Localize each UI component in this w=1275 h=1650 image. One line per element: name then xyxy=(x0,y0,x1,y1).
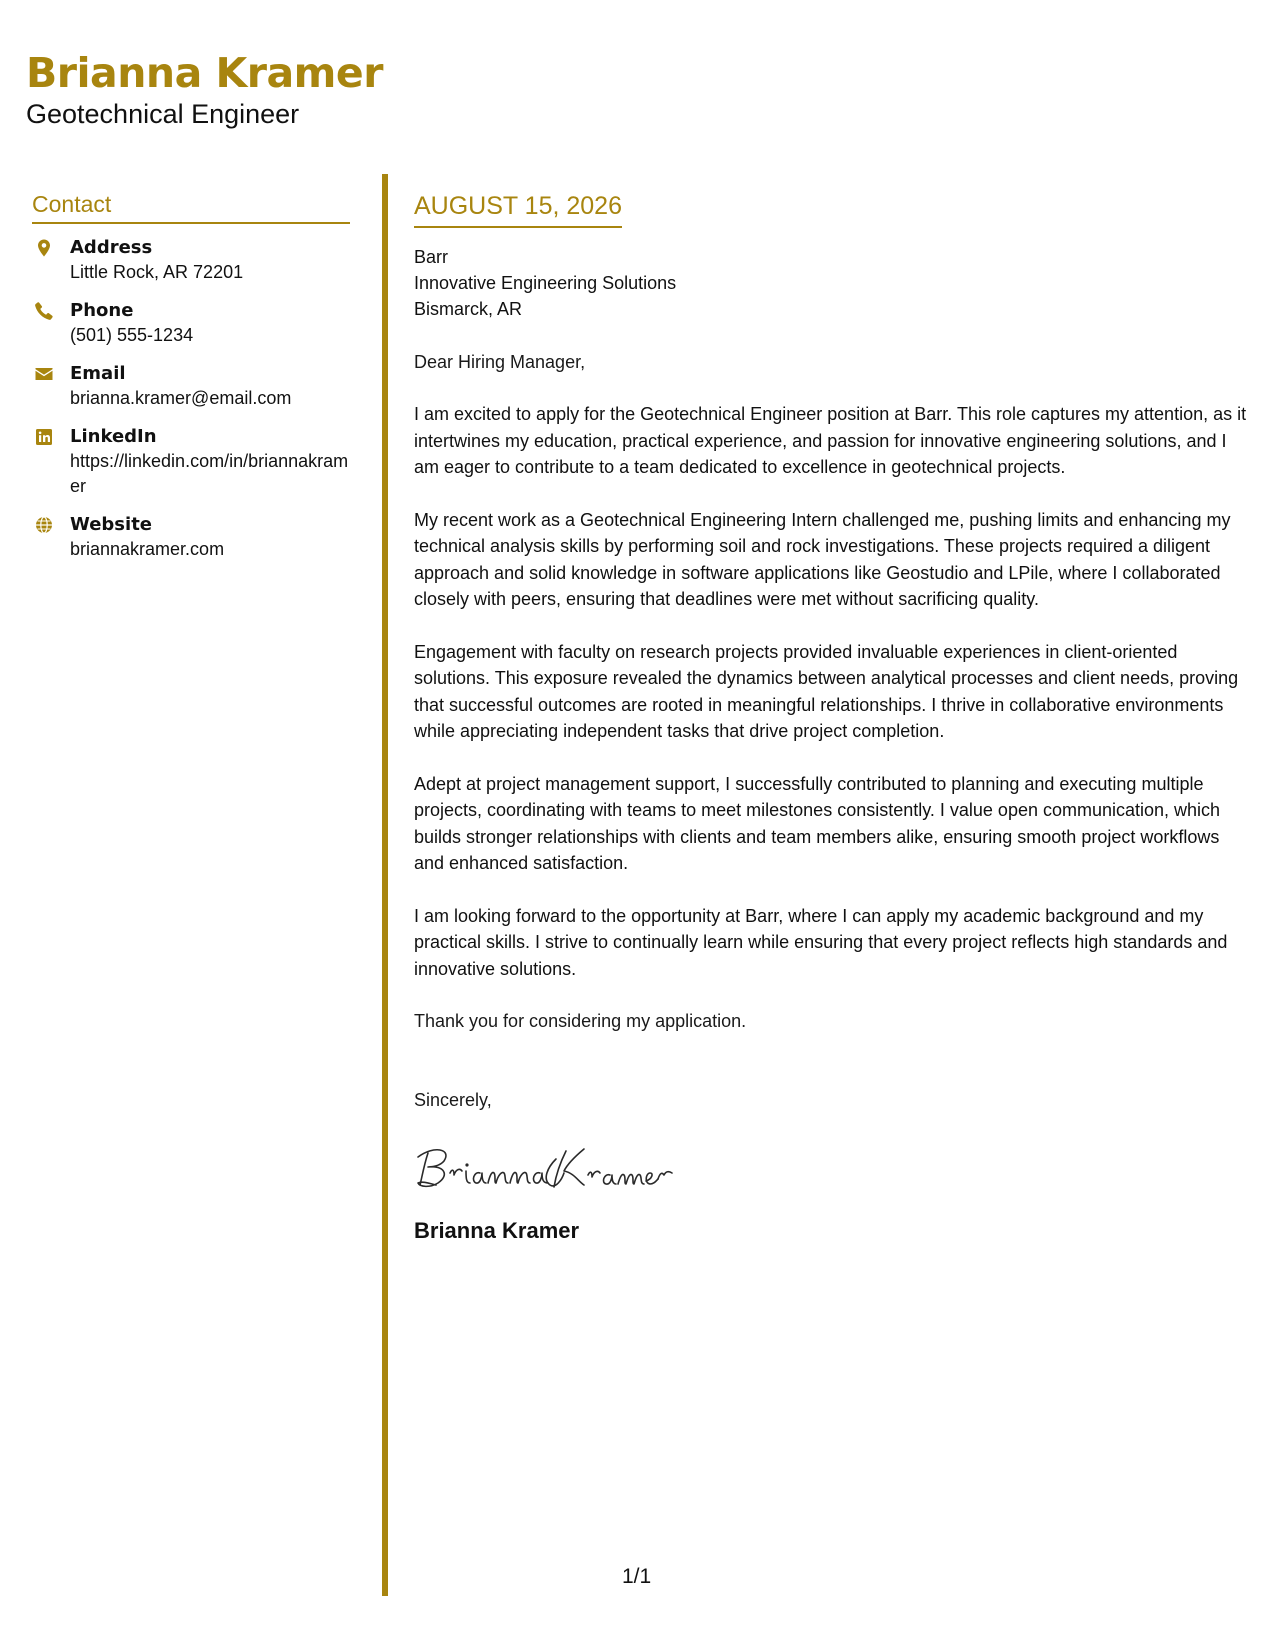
contact-item-email xyxy=(32,362,350,411)
contact-label: Phone xyxy=(70,300,134,321)
contact-value-website[interactable]: briannakramer.com xyxy=(70,539,225,559)
contact-item-phone xyxy=(32,299,350,348)
body-paragraph: Engagement with faculty on research projects provided invaluable experiences in client-oriented solutions. This exposure revealed the dynamics between analytical processes and client needs, proving that successful outcomes are rooted in meaningful relationships. I thrive in collaborative environments while appreciating independent tasks that drive project completion. xyxy=(414,641,1239,741)
contact-label: LinkedIn xyxy=(70,426,157,447)
contact-sidebar xyxy=(32,190,350,576)
map-pin-icon xyxy=(34,238,54,258)
body-paragraph: Adept at project management support, I successfully contributed to planning and executing multiple projects, coordinating with teams to meet milestones consistently. I value open communication, which builds stronger relationships with clients and team members alike, ensuring smooth project workflows and enhanced satisfaction. xyxy=(414,773,1221,873)
body-paragraph: My recent work as a Geotechnical Engineering Intern challenged me, pushing limits and enhancing my technical analysis skills by performing soil and rock investigations. These projects required a diligent approach and solid knowledge in software applications like Geostudio and LPile, where I collaborated closely with peers, ensuring that deadlines were met without sacrificing quality. xyxy=(414,509,1231,609)
recipient-company: Innovative Engineering Solutions xyxy=(414,273,677,293)
contact-label: Website xyxy=(70,514,153,535)
greeting: Dear Hiring Manager, xyxy=(414,352,586,372)
vertical-divider xyxy=(382,174,388,1596)
closing-line: Thank you for considering my application. xyxy=(414,1011,747,1031)
contact-heading: Contact xyxy=(32,190,350,224)
recipient-block xyxy=(414,244,1250,322)
recipient-company-short: Barr xyxy=(414,247,449,267)
handwritten-signature xyxy=(414,1139,1250,1197)
letter-header xyxy=(26,48,383,130)
contact-value-email[interactable]: brianna.kramer@email.com xyxy=(70,388,292,408)
contact-label: Address xyxy=(70,237,153,258)
contact-value-address: Little Rock, AR 72201 xyxy=(70,262,244,282)
letter-date: AUGUST 15, 2026 xyxy=(414,190,622,228)
contact-value-phone: (501) 555-1234 xyxy=(70,325,194,345)
envelope-icon xyxy=(34,364,54,384)
contact-label: Email xyxy=(70,363,126,384)
globe-icon xyxy=(34,515,54,535)
linkedin-icon xyxy=(34,427,54,447)
sign-off: Sincerely, xyxy=(414,1090,492,1110)
contact-value-linkedin[interactable]: https://linkedin.com/in/briannakramer xyxy=(70,451,349,496)
letter-body xyxy=(414,190,1250,1245)
contact-item-linkedin xyxy=(32,425,350,499)
applicant-job-title: Geotechnical Engineer xyxy=(26,99,300,129)
phone-icon xyxy=(34,301,54,321)
recipient-location: Bismarck, AR xyxy=(414,299,523,319)
body-paragraph: I am excited to apply for the Geotechnical Engineer position at Barr. This role captures my attention, as it intertwines my education, practical experience, and passion for innovative engineering solutions, and I am eager to contribute to a team dedicated to excellence in geotechnical projects. xyxy=(414,404,1247,477)
signer-name: Brianna Kramer xyxy=(414,1218,580,1243)
page-number: 1/1 xyxy=(622,1565,652,1588)
contact-item-website xyxy=(32,513,350,562)
contact-item-address xyxy=(32,236,350,285)
body-paragraph: I am looking forward to the opportunity at Barr, where I can apply my academic background and my practical skills. I strive to continually learn while ensuring that every project reflects high standards and innovative solutions. xyxy=(414,905,1228,979)
applicant-name: Brianna Kramer xyxy=(26,49,383,97)
